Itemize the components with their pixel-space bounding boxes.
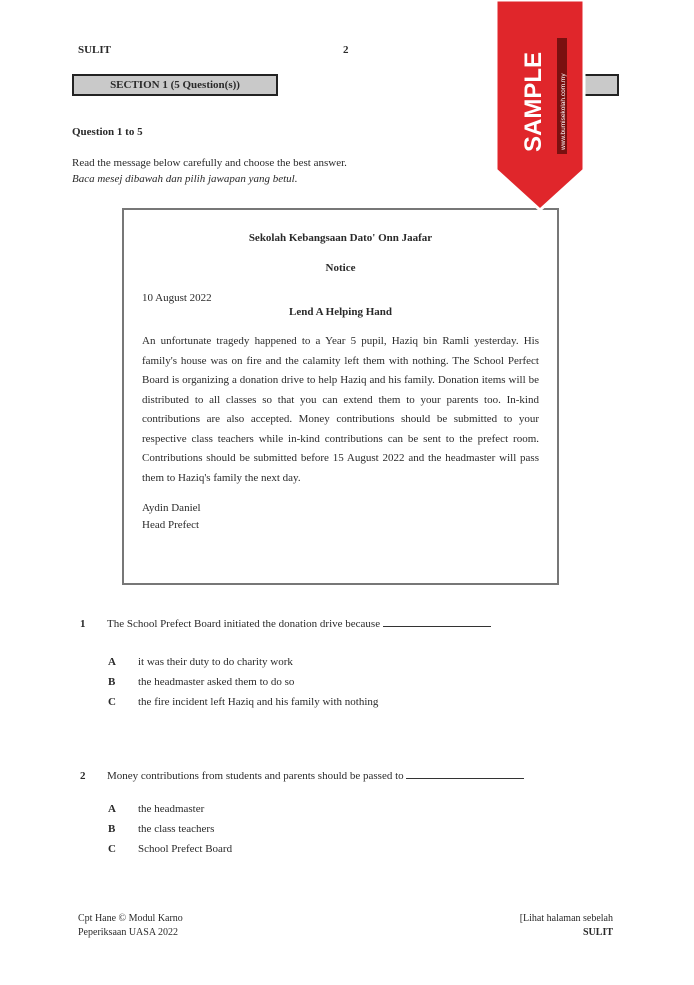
footer-right <box>480 912 613 940</box>
answer-blank <box>406 768 524 779</box>
footer-sulit: SULIT <box>582 927 613 938</box>
question-number: 1 <box>80 618 86 630</box>
option-text: the fire incident left Haziq and his family with nothing <box>138 696 379 708</box>
notice-date: 10 August 2022 <box>142 292 212 304</box>
option-2b[interactable] <box>108 823 214 835</box>
notice-signature <box>142 500 539 534</box>
option-text: School Prefect Board <box>138 843 233 855</box>
notice-body: An unfortunate tragedy happened to a Year 5 pupil, Haziq bin Ramli yesterday. His family's house was on fire and the calamity left them with nothing. The School Perfect Board is organizing a donation drive to help Haziq and his family. Donation items will be distributed to all classes so that you can extend them to your parents too. In-kind contributions are also accepted. Money contributions should be submitted to your respective class teachers while in-kind contributions can be sent to the prefect room. Contributions should be submitted before 15 August 2022 and the headmaster will pass them to Haziq's family the next day. <box>142 335 539 484</box>
notice-type: Notice <box>325 262 356 274</box>
notice-school: Sekolah Kebangsaan Dato' Onn Jaafar <box>248 232 433 244</box>
question-2 <box>80 768 524 782</box>
instructions-english: Read the message below carefully and choose the best answer. <box>72 157 347 169</box>
question-number: 2 <box>80 770 86 782</box>
page-number: 2 <box>343 44 349 56</box>
answer-blank <box>383 616 491 627</box>
option-text: the headmaster <box>138 803 205 815</box>
option-2a[interactable] <box>108 803 204 815</box>
question-1 <box>80 616 491 630</box>
option-1c[interactable] <box>108 696 378 708</box>
option-letter: B <box>108 676 116 688</box>
sample-badge <box>493 0 587 212</box>
option-letter: A <box>108 803 116 815</box>
option-text: the class teachers <box>138 823 215 835</box>
footer-exam: Peperiksaan UASA 2022 <box>78 927 178 938</box>
option-letter: C <box>108 843 116 855</box>
header-left: SULIT <box>78 44 112 56</box>
option-letter: A <box>108 656 116 668</box>
option-2c[interactable] <box>108 843 232 855</box>
sample-side-text: www.bumisekolah.com.my <box>560 73 567 150</box>
footer-copyright: Cpt Hane © Modul Karno <box>78 913 183 924</box>
option-1a[interactable] <box>108 656 293 668</box>
question-text: Money contributions from students and parents should be passed to <box>107 770 404 782</box>
signature-name: Aydin Daniel <box>142 502 201 514</box>
notice-headline: Lend A Helping Hand <box>288 306 392 318</box>
instructions <box>72 155 347 187</box>
signature-role: Head Prefect <box>142 519 200 531</box>
option-text: the headmaster asked them to do so <box>138 676 295 688</box>
notice-box <box>122 208 559 585</box>
option-letter: C <box>108 696 116 708</box>
instructions-malay: Baca mesej dibawah dan pilih jawapan yang betul. <box>72 173 298 185</box>
sample-label: SAMPLE <box>520 51 547 152</box>
option-text: it was their duty to do charity work <box>138 656 293 668</box>
footer-next-page: [Lihat halaman sebelah <box>519 913 613 924</box>
section-bar: SECTION 1 (5 Question(s)) <box>72 74 278 96</box>
question-text: The School Prefect Board initiated the donation drive because <box>107 618 381 630</box>
option-letter: B <box>108 823 116 835</box>
footer-left <box>78 912 183 940</box>
question-range: Question 1 to 5 <box>72 126 143 138</box>
option-1b[interactable] <box>108 676 294 688</box>
